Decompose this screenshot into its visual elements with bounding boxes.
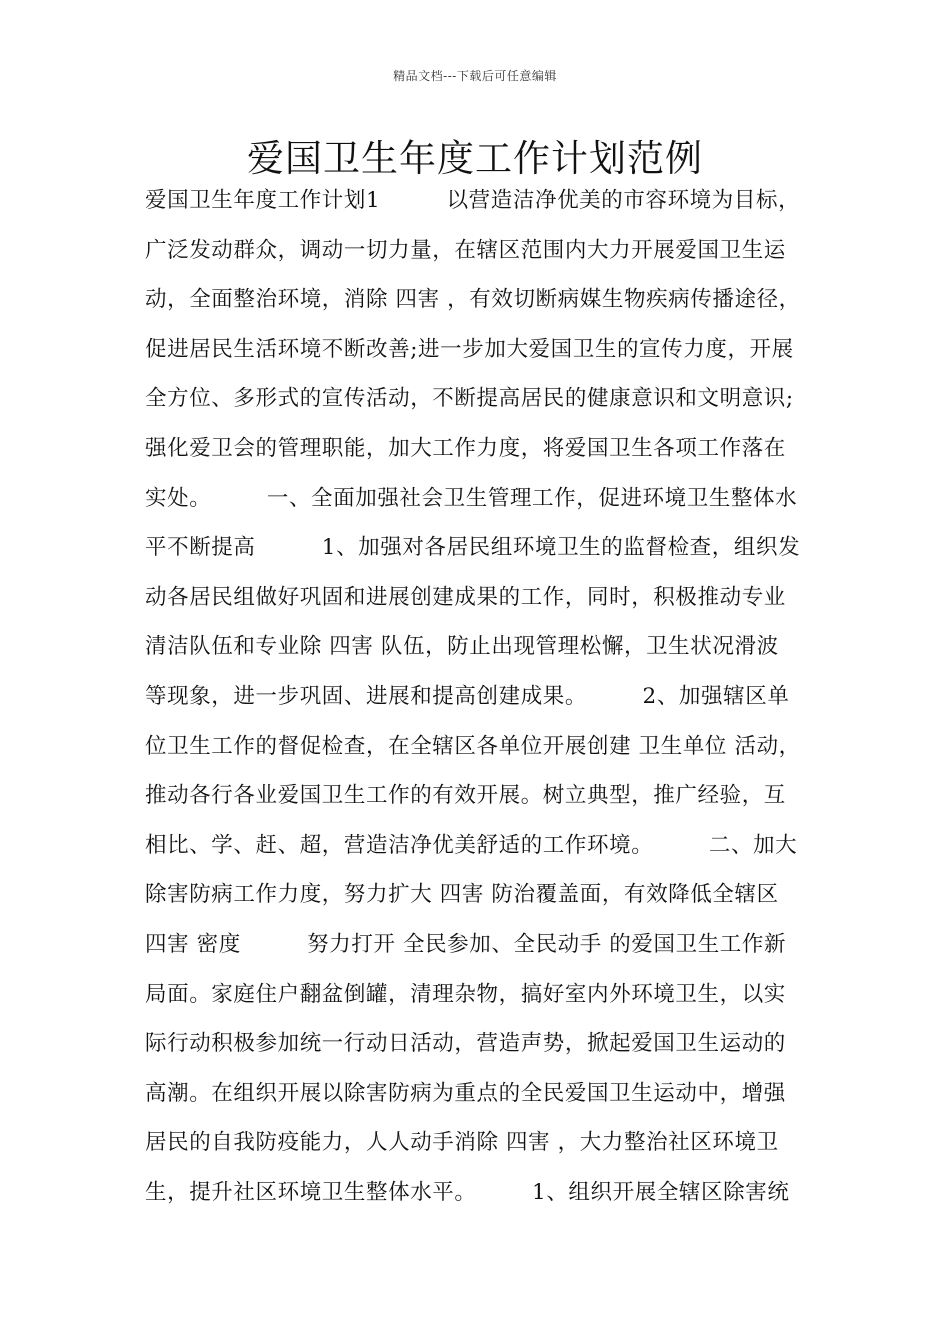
body-line: 除害防病工作力度，努力扩大 四害 防治覆盖面，有效降低全辖区 (145, 882, 779, 908)
body-line: 际行动积极参加统一行动日活动，营造声势，掀起爱国卫生运动的 (145, 1031, 786, 1057)
body-line: 局面。家庭住户翻盆倒罐，清理杂物，搞好室内外环境卫生，以实 (145, 981, 786, 1007)
document-body (145, 184, 825, 1225)
body-line: 位卫生工作的督促检查，在全辖区各单位开展创建 卫生单位 活动， (145, 733, 801, 759)
body-line: 清洁队伍和专业除 四害 队伍，防止出现管理松懈，卫生状况滑波 (145, 634, 779, 660)
body-line: 动各居民组做好巩固和进展创建成果的工作，同时，积极推动专业 (145, 584, 786, 610)
header-note: 精品文档---下载后可任意编辑 (393, 69, 557, 83)
body-line: 实处。 一、全面加强社会卫生管理工作，促进环境卫生整体水 (145, 485, 798, 511)
body-line: 四害 密度 努力打开 全民参加、全民动手 的爱国卫生工作新 (145, 931, 787, 957)
document-title: 爱国卫生年度工作计划范例 (247, 137, 703, 180)
body-line: 强化爱卫会的管理职能，加大工作力度，将爱国卫生各项工作落在 (145, 435, 786, 461)
body-line: 等现象，进一步巩固、进展和提高创建成果。 2、加强辖区单 (145, 683, 790, 709)
body-line: 平不断提高 1、加强对各居民组环境卫生的监督检查，组织发 (145, 535, 801, 561)
body-line: 全方位、多形式的宣传活动，不断提高居民的健康意识和文明意识; (145, 386, 794, 412)
body-line: 高潮。在组织开展以除害防病为重点的全民爱国卫生运动中，增强 (145, 1080, 786, 1106)
body-line: 推动各行各业爱国卫生工作的有效开展。树立典型，推广经验，互 (145, 783, 786, 809)
body-line: 生，提升社区环境卫生整体水平。 1、组织开展全辖区除害统 (145, 1179, 790, 1205)
body-line: 相比、学、赶、超，营造洁净优美舒适的工作环境。 二、加大 (145, 832, 798, 858)
body-line: 促进居民生活环境不断改善;进一步加大爱国卫生的宣传力度，开展 (145, 336, 794, 362)
body-line: 爱国卫生年度工作计划1 以营造洁净优美的市容环境为目标， (145, 188, 801, 213)
body-line: 广泛发动群众，调动一切力量，在辖区范围内大力开展爱国卫生运 (145, 237, 786, 263)
body-line: 居民的自我防疫能力，人人动手消除 四害 ，大力整治社区环境卫 (145, 1130, 779, 1156)
body-line: 动，全面整治环境，消除 四害 ，有效切断病媒生物疾病传播途径， (145, 287, 801, 313)
